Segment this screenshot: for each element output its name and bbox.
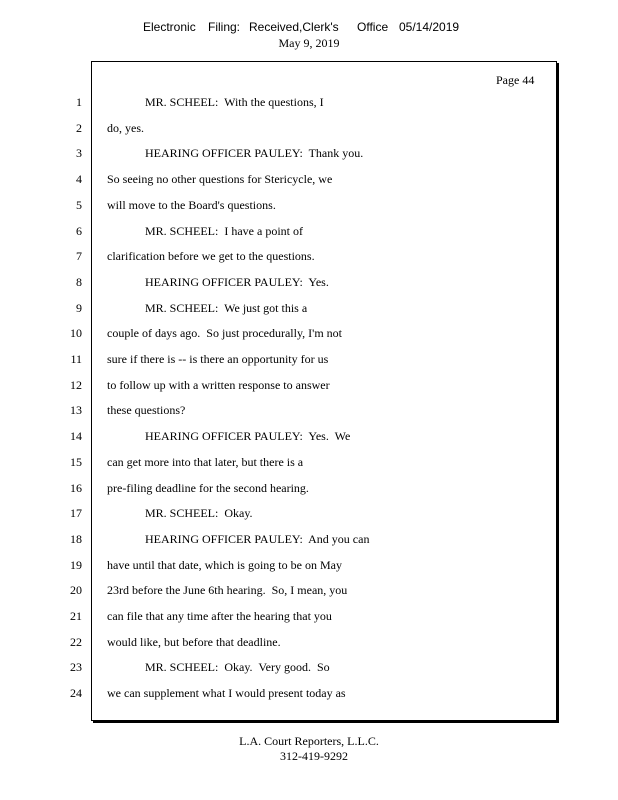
line-number: 19 <box>70 558 82 572</box>
transcript-line-text: HEARING OFFICER PAULEY: Thank you. <box>145 146 364 160</box>
filing-stamp-office: Office <box>357 20 389 34</box>
line-number: 5 <box>76 198 82 212</box>
transcript-line-text: 23rd before the June 6th hearing. So, I mean, you <box>107 583 348 597</box>
transcript-line-text: pre-filing deadline for the second hearing. <box>107 481 309 495</box>
footer-company: L.A. Court Reporters, L.L.C. <box>239 734 379 748</box>
line-number: 17 <box>70 506 82 520</box>
transcript-line-text: MR. SCHEEL: Okay. <box>145 506 253 520</box>
transcript-line-text: to follow up with a written response to answer <box>107 378 330 392</box>
line-number: 7 <box>76 249 82 263</box>
filing-stamp-date: 05/14/2019 <box>399 20 460 34</box>
transcript-line-text: MR. SCHEEL: Okay. Very good. So <box>145 660 330 674</box>
transcript-line-text: will move to the Board's questions. <box>107 198 276 212</box>
transcript-line-text: HEARING OFFICER PAULEY: Yes. <box>145 275 329 289</box>
transcript-line-text: clarification before we get to the questions. <box>107 249 315 263</box>
line-number: 4 <box>76 172 82 186</box>
transcript-line-text: we can supplement what I would present today as <box>107 686 346 700</box>
transcript-line-text: sure if there is -- is there an opportunity for us <box>107 352 329 366</box>
line-number: 20 <box>70 583 82 597</box>
footer-phone: 312-419-9292 <box>280 749 348 763</box>
transcript-line-text: MR. SCHEEL: With the questions, I <box>145 95 324 109</box>
transcript-line-text: can file that any time after the hearing that you <box>107 609 332 623</box>
line-number: 10 <box>70 326 82 340</box>
line-number: 2 <box>76 121 82 135</box>
filing-stamp-received: Received,Clerk's <box>249 20 339 34</box>
line-number: 16 <box>70 481 82 495</box>
transcript-line-text: can get more into that later, but there is a <box>107 455 304 469</box>
transcript-line-text: HEARING OFFICER PAULEY: Yes. We <box>145 429 351 443</box>
line-number: 22 <box>70 635 82 649</box>
transcript-line-text: would like, but before that deadline. <box>107 635 281 649</box>
transcript-line-text: couple of days ago. So just procedurally, I'm not <box>107 326 343 340</box>
page-number: Page 44 <box>496 73 535 87</box>
transcript-line-text: HEARING OFFICER PAULEY: And you can <box>145 532 370 546</box>
line-number: 15 <box>70 455 82 469</box>
line-number: 13 <box>70 403 82 417</box>
line-number: 1 <box>76 95 82 109</box>
line-number: 11 <box>70 352 82 366</box>
line-number: 18 <box>70 532 82 546</box>
line-number: 6 <box>76 224 82 238</box>
transcript-line-text: these questions? <box>107 403 186 417</box>
transcript-line-text: do, yes. <box>107 121 144 135</box>
line-number: 23 <box>70 660 82 674</box>
transcript-line-text: So seeing no other questions for Stericycle, we <box>107 172 333 186</box>
transcript-line-text: MR. SCHEEL: I have a point of <box>145 224 303 238</box>
transcript-line-text: MR. SCHEEL: We just got this a <box>145 301 308 315</box>
line-number: 14 <box>70 429 82 443</box>
line-number: 12 <box>70 378 82 392</box>
line-number: 3 <box>76 146 82 160</box>
line-number: 24 <box>70 686 82 700</box>
line-number: 8 <box>76 275 82 289</box>
filing-stamp-electronic: Electronic <box>143 20 196 34</box>
line-number: 9 <box>76 301 82 315</box>
transcript-line-text: have until that date, which is going to be on May <box>107 558 342 572</box>
document-date: May 9, 2019 <box>278 36 340 50</box>
line-number: 21 <box>70 609 82 623</box>
filing-stamp-filing: Filing: <box>208 20 241 34</box>
